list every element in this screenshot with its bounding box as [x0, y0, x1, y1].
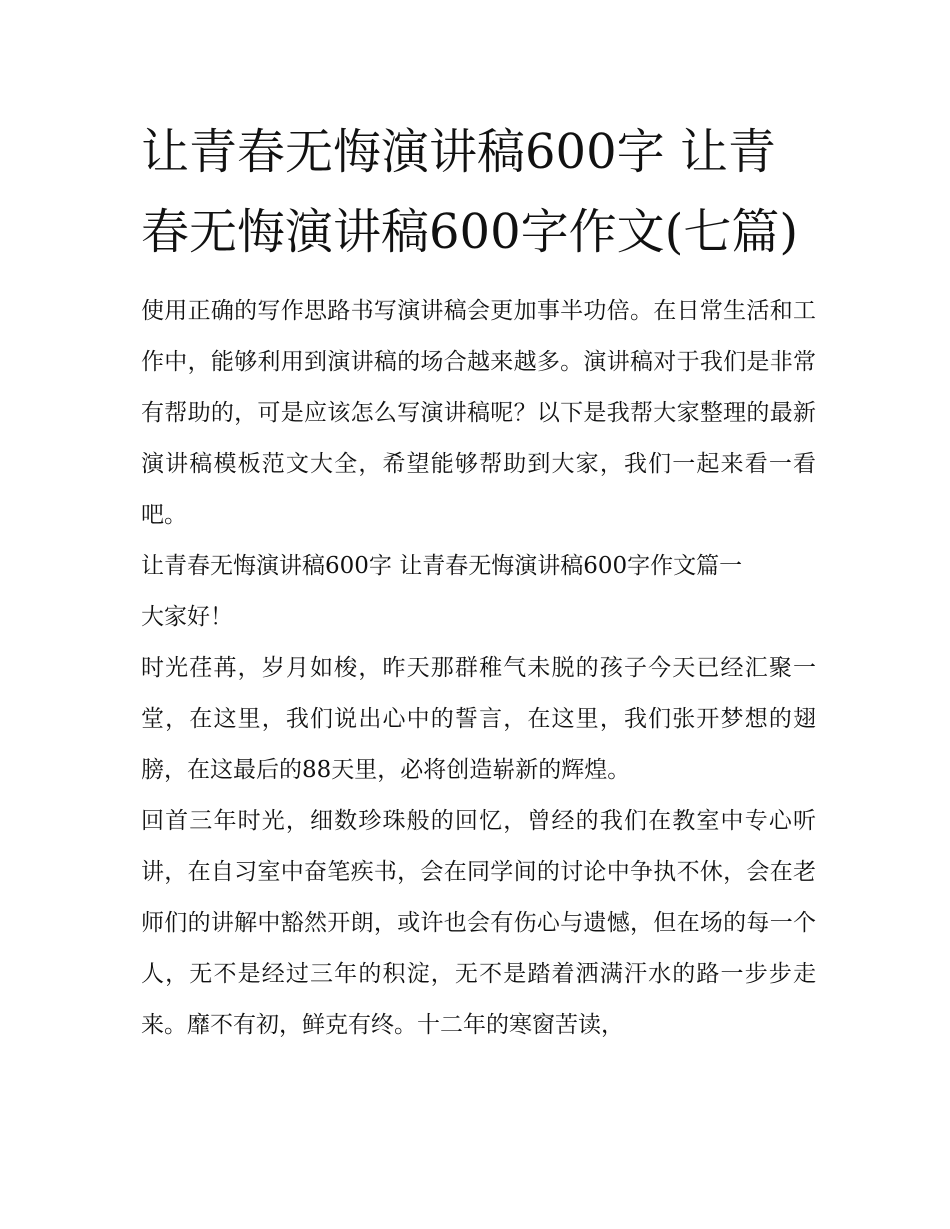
document-title: 让青春无悔演讲稿600字 让青春无悔演讲稿600字作文(七篇)	[141, 124, 799, 260]
greeting-paragraph: 大家好！	[141, 604, 233, 630]
intro-paragraph: 使用正确的写作思路书写演讲稿会更加事半功倍。在日常生活和工作中，能够利用到演讲稿的场合越来越多。演讲稿对于我们是非常有帮助的，可是应该怎么写演讲稿呢？以下是我帮大家整理的最新演讲稿模板范文大全，希望能够帮助到大家，我们一起来看一看吧。	[141, 298, 816, 528]
body-paragraph: 回首三年时光，细数珍珠般的回忆，曾经的我们在教室中专心听讲，在自习室中奋笔疾书，会在同学间的讨论中争执不休，会在老师们的讲解中豁然开朗，或许也会有伤心与遗憾，但在场的每一个人，无不是经过三年的积淀，无不是踏着洒满汗水的路一步步走来。靡不有初，鲜克有终。十二年的寒窗苦读，	[141, 808, 816, 1038]
document-body	[141, 112, 816, 1051]
section-heading: 让青春无悔演讲稿600字 让青春无悔演讲稿600字作文篇一	[141, 553, 743, 579]
body-paragraph: 时光荏苒，岁月如梭，昨天那群稚气未脱的孩子今天已经汇聚一堂，在这里，我们说出心中的誓言，在这里，我们张开梦想的翅膀，在这最后的88天里，必将创造崭新的辉煌。	[141, 655, 816, 783]
